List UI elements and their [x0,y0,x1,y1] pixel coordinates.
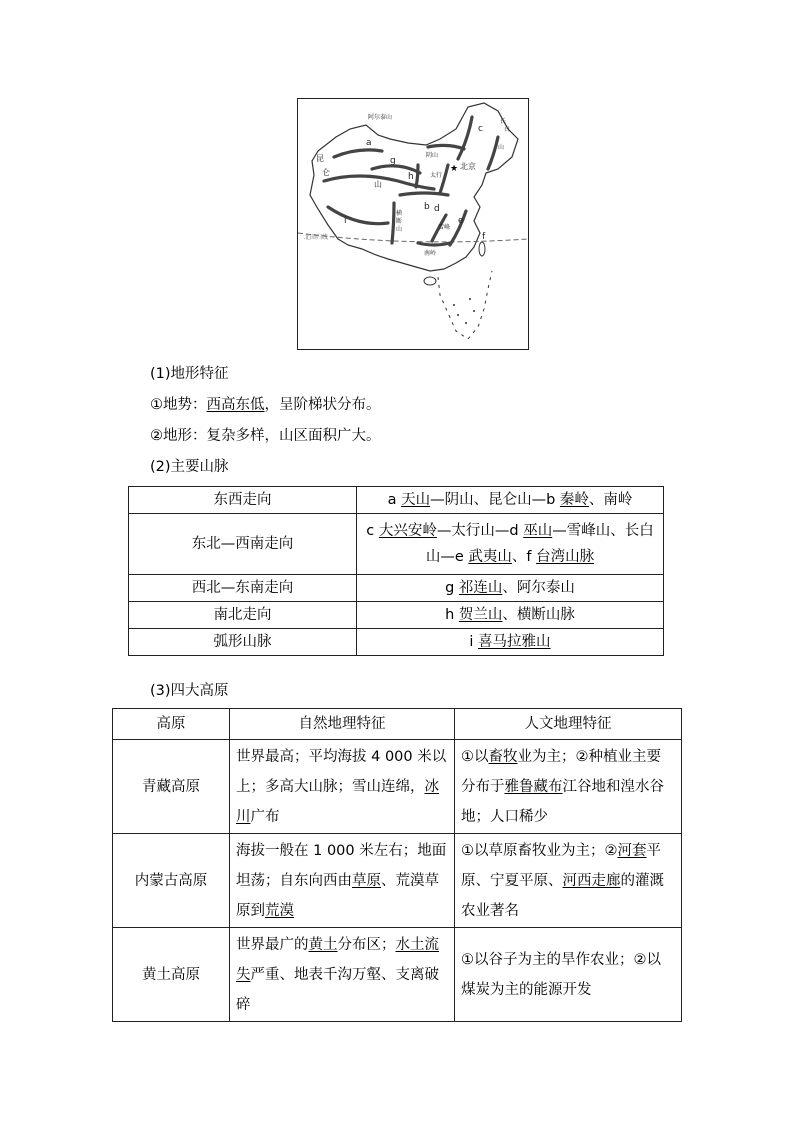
terrain-trend-suffix: ，呈阶梯状分布。 [264,397,381,413]
label-altai: 阿尔泰山 [368,114,393,121]
label-taihang: 太行 [430,172,443,179]
taiwan-island [479,242,485,256]
island-dot [469,298,471,300]
human-features: ①以畜牧业为主；②种植业主要分布于雅鲁藏布江谷地和湟水谷地；人口稀少 [455,740,682,834]
table-row [129,575,664,602]
table-row [113,834,682,928]
table-row [129,629,664,656]
mountains-cell: c 大兴安岭—太行山—d 巫山—雪峰山、长白 山—e 武夷山、f 台湾山脉 [357,514,664,575]
label-kunlun-3: 山 [374,180,382,189]
label-kunlun-2: 仑 [322,168,330,177]
label-d: d [434,204,440,214]
plateau-name: 内蒙古高原 [113,834,230,928]
label-h: h [408,172,414,182]
table-row [113,928,682,1022]
section3-heading: (3)四大高原 [150,683,229,699]
label-tropic: 北回归线 [304,234,329,241]
island-dot [465,322,467,324]
range-c-daxinganling [458,117,472,159]
south-sea-boundary [438,271,492,339]
label-e: e [458,216,464,226]
label-c: c [478,124,483,134]
plateaus-table [112,708,682,1022]
label-xuefeng: 雪峰 [438,224,451,231]
label-g: g [390,156,396,166]
mountains-cell: g 祁连山、阿尔泰山 [357,575,664,602]
range-taihang [440,165,448,193]
terrain-trend-prefix: ①地势： [150,397,207,413]
beijing-star-icon: ★ [450,164,459,174]
label-hengduan-1: 横 [396,210,403,217]
human-features: ①以谷子为主的旱作农业；②以煤炭为主的能源开发 [455,928,682,1022]
label-beijing: 北京 [460,162,476,171]
plateau-name: 黄土高原 [113,928,230,1022]
hainan-island [424,277,436,285]
label-nanling: 南岭 [424,250,437,257]
terrain-trend-line [150,395,381,415]
direction-cell: 南北走向 [129,602,357,629]
island-dot [457,314,459,316]
direction-cell: 西北—东南走向 [129,575,357,602]
natural-features: 世界最高；平均海拔 4 000 米以上；多高大山脉；雪山连绵，冰川广布 [230,740,455,834]
header-plateau: 高原 [113,709,230,740]
natural-features: 海拔一般在 1 000 米左右；地面坦荡；自东向西由草原、荒漠草原到荒漠 [230,834,455,928]
mountains-table [128,486,664,656]
mountains-cell: a 天山—阴山、昆仑山—b 秦岭、南岭 [357,487,664,514]
header-human: 人文地理特征 [455,709,682,740]
label-a: a [366,138,372,148]
range-yinshan [428,145,464,149]
header-natural: 自然地理特征 [230,709,455,740]
label-b: b [424,202,430,212]
range-hengduan [392,203,394,243]
direction-cell: 弧形山脉 [129,629,357,656]
table-row [129,487,664,514]
table-row [129,514,664,575]
section1-heading: (1)地形特征 [150,366,229,382]
label-yinshan: 阴山 [426,152,439,159]
island-dot [453,304,455,306]
label-i: i [344,216,347,226]
range-i-himalaya [328,207,388,224]
table-row [113,740,682,834]
range-changbai [488,137,498,169]
human-features: ①以草原畜牧业为主；②河套平原、宁夏平原、河西走廊的灌溉农业著名 [455,834,682,928]
china-mountains-map [297,98,529,350]
terrain-trend-answer: 西高东低 [206,397,265,413]
label-changbai-1: 长 [500,118,507,125]
table-header-row [113,709,682,740]
range-a-tianshan [334,150,382,157]
label-kunlun-1: 昆 [316,154,324,163]
island-dot [473,310,475,312]
direction-cell: 东北—西南走向 [129,514,357,575]
natural-features: 世界最广的黄土分布区；水土流失严重、地表千沟万壑、支离破碎 [230,928,455,1022]
label-hengduan-2: 断 [396,218,403,225]
label-changbai-3: 山 [498,144,505,151]
plateau-name: 青藏高原 [113,740,230,834]
mountains-cell: h 贺兰山、横断山脉 [357,602,664,629]
range-h-helan [416,165,418,187]
map-svg [298,99,528,349]
table-row [129,602,664,629]
direction-cell: 东西走向 [129,487,357,514]
range-nanling [418,243,450,245]
label-hengduan-3: 山 [396,226,403,233]
label-changbai-2: 白 [504,126,511,133]
terrain-type-line: ②地形：复杂多样，山区面积广大。 [150,428,381,444]
label-f: f [482,232,486,242]
mountains-cell: i 喜马拉雅山 [357,629,664,656]
country-outline [310,103,518,271]
section2-heading: (2)主要山脉 [150,459,229,475]
tropic-line [298,233,528,242]
